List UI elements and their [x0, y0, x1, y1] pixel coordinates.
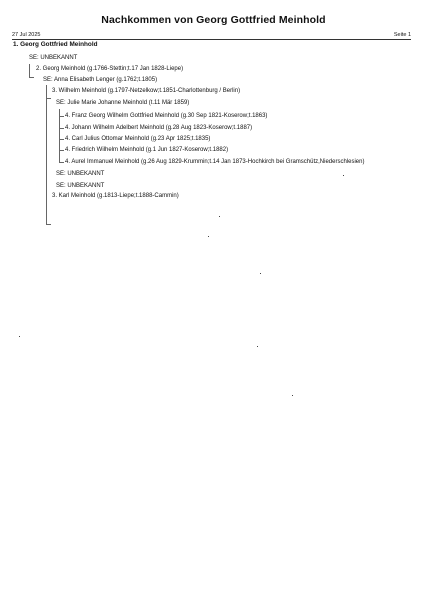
- scan-speck: [343, 175, 344, 176]
- scan-speck: [219, 216, 220, 217]
- gen3b-person: 3. Karl Meinhold (g.1813-Liepe;t.1888-Cammin): [52, 193, 179, 199]
- scan-speck: [208, 236, 209, 237]
- page-number: Seite 1: [393, 32, 411, 38]
- connector-gen4-h4: [59, 150, 64, 151]
- gen4-person-1: 4. Franz Georg Wilhelm Gottfried Meinhold (g.30 Sep 1821-Koserow;t.1863): [65, 113, 268, 119]
- root-person: 1. Georg Gottfried Meinhold: [13, 41, 98, 48]
- gen2-spouse: SE: Anna Elisabeth Lenger (g.1762;t.1805): [43, 77, 158, 83]
- gen3a-person: 3. Wilhelm Meinhold (g.1797-Netzelkow;t.1851-Charlottenburg / Berlin): [52, 88, 241, 94]
- gen4-person-5: 4. Aurel Immanuel Meinhold (g.26 Aug 1829-Krummin;t.14 Jan 1873-Hochkirch bei Gramschütz,Niederschlesien): [65, 159, 365, 165]
- gen3a-spouse-2: SE: UNBEKANNT: [56, 171, 105, 177]
- connector-gen4-h3: [59, 139, 64, 140]
- scan-speck: [257, 346, 258, 347]
- gen4-person-3: 4. Carl Julius Ottomar Meinhold (g.23 Apr 1825;t.1835): [65, 136, 211, 142]
- connector-gen2-horizontal: [29, 77, 34, 78]
- scan-speck: [19, 336, 20, 337]
- connector-gen4-h1: [59, 116, 64, 117]
- scan-speck: [292, 395, 293, 396]
- gen3a-spouse: SE: Julie Marie Johanne Meinhold (t.11 Mär 1859): [56, 100, 190, 106]
- connector-gen2-vertical: [29, 64, 30, 77]
- connector-gen4-h2: [59, 128, 64, 129]
- connector-gen3b-horizontal: [46, 224, 51, 225]
- gen2-person: 2. Georg Meinhold (g.1766-Stettin;t.17 Jan 1828-Liepe): [36, 66, 184, 72]
- root-spouse: SE: UNBEKANNT: [29, 55, 78, 61]
- report-date: 27 Jul 2025: [12, 32, 41, 38]
- connector-gen3-vertical: [46, 85, 47, 224]
- header-rule: [12, 39, 411, 40]
- gen4-person-2: 4. Johann Wilhelm Adelbert Meinhold (g.28 Aug 1823-Koserow;t.1887): [65, 125, 253, 131]
- gen4-person-4: 4. Friedrich Wilhelm Meinhold (g.1 Jun 1827-Koserow;t.1882): [65, 147, 229, 153]
- page-title: Nachkommen von Georg Gottfried Meinhold: [101, 14, 326, 26]
- scan-speck: [260, 273, 261, 274]
- connector-gen4-h5: [59, 162, 64, 163]
- gen3a-spouse-3: SE: UNBEKANNT: [56, 183, 105, 189]
- connector-gen3a-horizontal: [46, 98, 51, 99]
